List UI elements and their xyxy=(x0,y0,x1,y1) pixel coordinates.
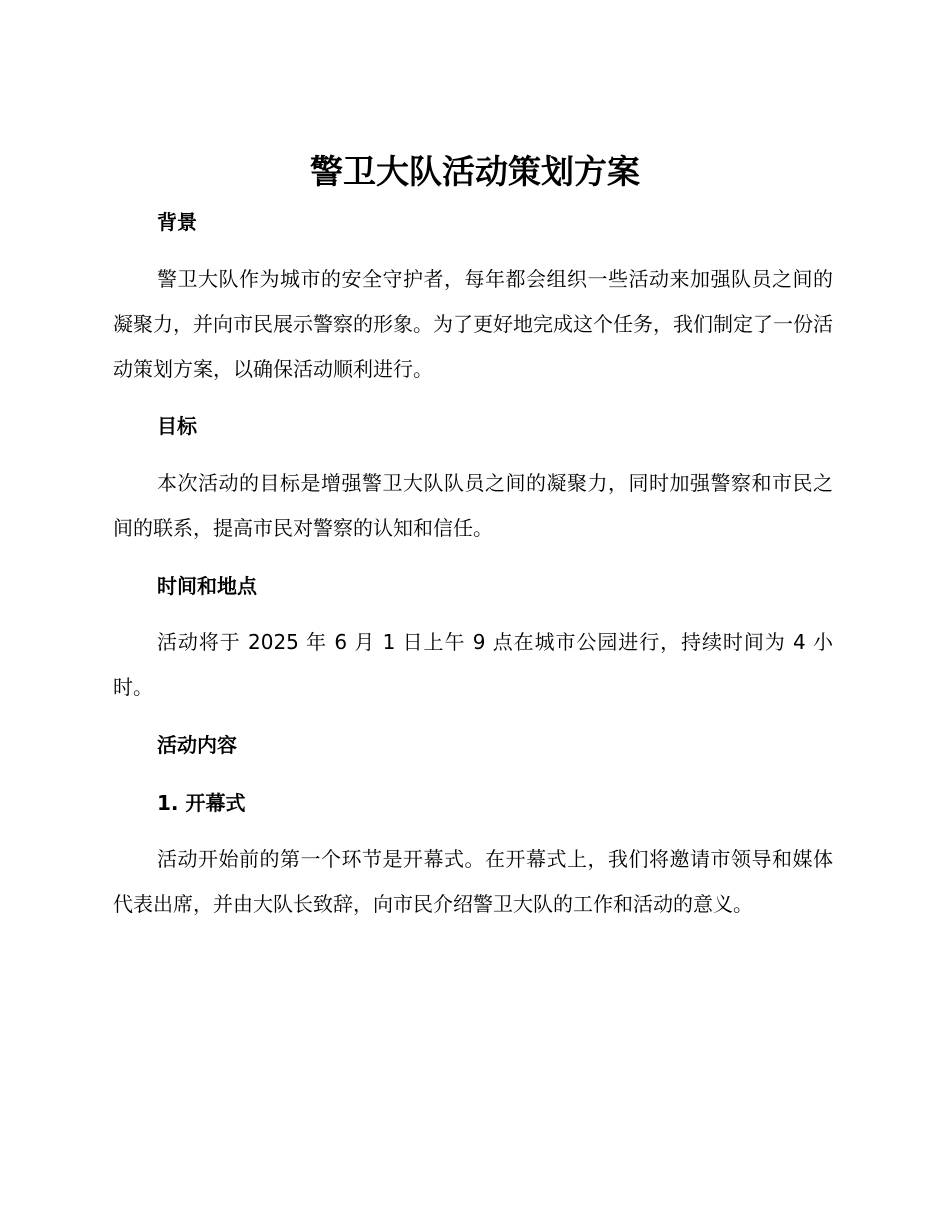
section-paragraph-goal: 本次活动的目标是增强警卫大队队员之间的凝聚力，同时加强警察和市民之间的联系，提高市民对警察的认知和信任。 xyxy=(113,471,833,540)
section-paragraph-background: 警卫大队作为城市的安全守护者，每年都会组织一些活动来加强队员之间的凝聚力，并向市民展示警察的形象。为了更好地完成这个任务，我们制定了一份活动策划方案，以确保活动顺利进行。 xyxy=(113,267,833,381)
section-paragraph-time-place: 活动将于 2025 年 6 月 1 日上午 9 点在城市公园进行，持续时间为 4 小时。 xyxy=(113,630,833,699)
section-paragraph-opening-ceremony: 活动开始前的第一个环节是开幕式。在开幕式上，我们将邀请市领导和媒体代表出席，并由大队长致辞，向市民介绍警卫大队的工作和活动的意义。 xyxy=(113,847,833,916)
section-heading-opening-ceremony: 1. 开幕式 xyxy=(157,791,246,815)
section-heading-background: 背景 xyxy=(157,210,197,234)
document-title: 警卫大队活动策划方案 xyxy=(310,152,640,191)
section-heading-activity-content: 活动内容 xyxy=(157,733,237,757)
section-heading-goal: 目标 xyxy=(157,414,197,438)
section-heading-time-place: 时间和地点 xyxy=(157,574,257,598)
